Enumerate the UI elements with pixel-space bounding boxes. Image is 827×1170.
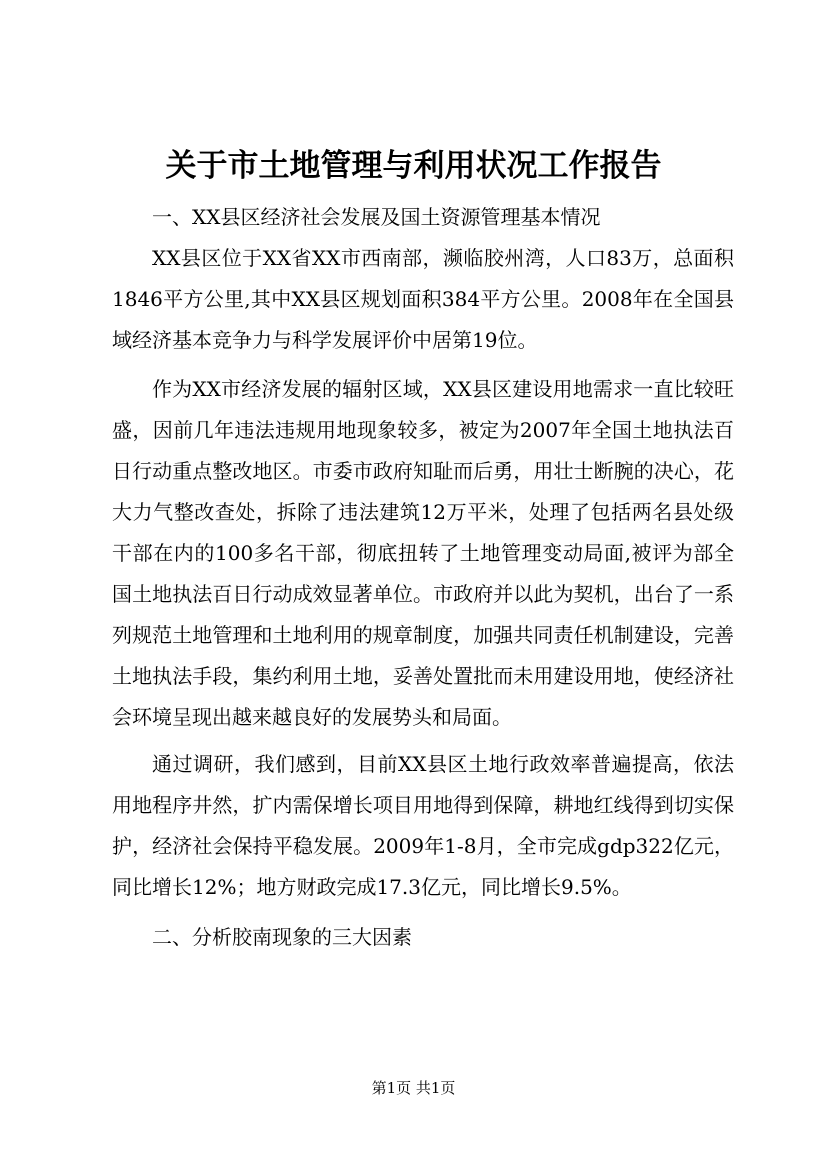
- paragraph-overview: XX县区位于XX省XX市西南部，濒临胶州湾，人口83万，总面积1846平方公里,其中XX县区规划面积384平方公里。2008年在全国县域经济基本竞争力与科学发展评价中居第19位。: [112, 246, 734, 352]
- paragraph-land-management: 作为XX市经济发展的辐射区域，XX县区建设用地需求一直比较旺盛，因前几年违法违规用地现象较多，被定为2007年全国土地执法百日行动重点整改地区。市委市政府知耻而后勇，用壮士断腕的决心，花大力气整改查处，拆除了违法建筑12万平米，处理了包括两名县处级干部在内的100多名干部，彻底扭转了土地管理变动局面,被评为部全国土地执法百日行动成效显著单位。市政府并以此为契机，出台了一系列规范土地管理和土地利用的规章制度，加强共同责任机制建设，完善土地执法手段，集约利用土地，妥善处置批而未用建设用地，使经济社会环境呈现出越来越良好的发展势头和局面。: [112, 377, 734, 729]
- paragraph-research-findings: 通过调研，我们感到，目前XX县区土地行政效率普遍提高，依法用地程序井然，扩内需保增长项目用地得到保障，耕地红线得到切实保护，经济社会保持平稳发展。2009年1-8月，全市完成gdp322亿元，同比增长12%；地方财政完成17.3亿元，同比增长9.5%。: [112, 752, 734, 899]
- document-body: [112, 197, 734, 958]
- page-footer: 第1页 共1页: [371, 1079, 456, 1097]
- section-heading-1: 一、XX县区经济社会发展及国土资源管理基本情况: [152, 205, 601, 229]
- document-title: 关于市土地管理与利用状况工作报告: [165, 148, 662, 184]
- section-heading-2: 二、分析胶南现象的三大因素: [152, 925, 412, 949]
